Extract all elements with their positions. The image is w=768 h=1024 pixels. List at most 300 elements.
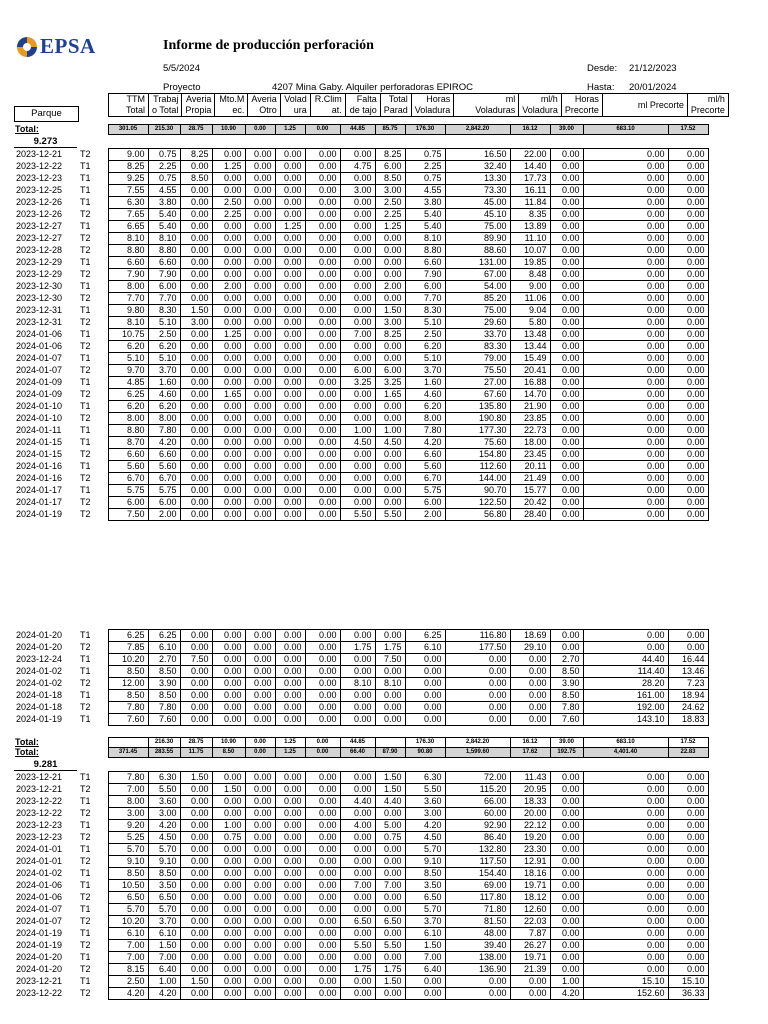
row-value: 0.00 [305, 964, 340, 976]
row-value: 0.00 [583, 964, 668, 976]
row-value: 152.60 [583, 988, 668, 1000]
row-value: 3.00 [180, 317, 212, 329]
row-value: 0.00 [245, 868, 275, 880]
column-header-cell [280, 94, 310, 117]
row-value: 136.90 [445, 964, 510, 976]
row-value: 0.00 [583, 820, 668, 832]
total-cell: 215.30 [148, 125, 180, 135]
row-value: 0.00 [375, 666, 405, 678]
row-value: 0.00 [550, 281, 583, 293]
total-cell: 44.85 [340, 125, 375, 135]
row-value: 9.00 [108, 149, 148, 161]
row-value: 5.50 [340, 509, 375, 521]
row-value: 0.00 [583, 233, 668, 245]
row-value: 0.00 [245, 940, 275, 952]
row-value: 8.50 [180, 173, 212, 185]
total-cell: 301.05 [108, 125, 148, 135]
row-value: 86.40 [445, 832, 510, 844]
row-value: 0.00 [550, 952, 583, 964]
row-value: 0.00 [550, 916, 583, 928]
row-value: 0.00 [668, 808, 708, 820]
row-shift: T1 [80, 353, 91, 363]
row-value: 0.00 [180, 161, 212, 173]
row-value: 20.95 [510, 784, 550, 796]
row-value: 0.00 [275, 880, 305, 892]
row-value: 0.00 [180, 868, 212, 880]
row-value: 6.00 [148, 497, 180, 509]
row-value: 0.00 [340, 461, 375, 473]
row-shift: T2 [80, 678, 91, 688]
row-value: 0.00 [668, 257, 708, 269]
row-value: 6.20 [148, 341, 180, 353]
row-value: 0.00 [245, 245, 275, 257]
row-value: 7.00 [340, 880, 375, 892]
row-value: 0.00 [550, 808, 583, 820]
row-value: 5.40 [405, 221, 445, 233]
row-value: 7.87 [510, 928, 550, 940]
row-value: 4.50 [375, 437, 405, 449]
row-value: 3.00 [405, 808, 445, 820]
total-cell: 0.00 [305, 738, 340, 748]
total-cell: 1.25 [275, 125, 305, 135]
row-value: 0.00 [305, 820, 340, 832]
row-value: 9.10 [108, 856, 148, 868]
logo-text: EPSA [40, 34, 96, 58]
table-row [14, 928, 708, 940]
row-value: 6.20 [405, 401, 445, 413]
row-date: 2024-01-06 [16, 892, 63, 902]
total-cell: 192.75 [550, 748, 583, 758]
row-value: 3.25 [375, 377, 405, 389]
row-value: 39.40 [445, 940, 510, 952]
row-value: 0.00 [583, 197, 668, 209]
row-value: 4.40 [375, 796, 405, 808]
row-value: 3.00 [148, 808, 180, 820]
row-value: 0.00 [212, 666, 245, 678]
total-spacer [76, 748, 108, 758]
row-value: 7.23 [668, 678, 708, 690]
row-value: 0.00 [212, 449, 245, 461]
row-value: 0.00 [212, 173, 245, 185]
row-value: 0.75 [405, 149, 445, 161]
row-value: 12.00 [108, 678, 148, 690]
row-shift: T1 [80, 666, 91, 676]
row-value: 0.00 [550, 161, 583, 173]
row-value: 5.75 [405, 485, 445, 497]
row-value: 0.00 [305, 233, 340, 245]
row-value: 0.00 [340, 209, 375, 221]
row-value: 117.80 [445, 892, 510, 904]
row-shift: T1 [80, 197, 91, 207]
row-value: 67.00 [445, 269, 510, 281]
row-value: 13.46 [668, 666, 708, 678]
row-value: 27.00 [445, 377, 510, 389]
column-header-cell [380, 94, 411, 117]
row-value: 0.00 [550, 149, 583, 161]
row-value: 0.00 [245, 690, 275, 702]
row-value: 0.00 [405, 976, 445, 988]
row-value: 0.00 [340, 149, 375, 161]
row-value: 0.00 [375, 904, 405, 916]
row-date: 2024-01-07 [16, 904, 63, 914]
row-value: 0.00 [275, 796, 305, 808]
row-value: 0.00 [550, 245, 583, 257]
total-cell: 2,842.20 [445, 125, 510, 135]
row-date: 2023-12-27 [16, 221, 63, 231]
row-value: 0.00 [550, 377, 583, 389]
row-value: 0.00 [305, 509, 340, 521]
row-value: 8.00 [405, 413, 445, 425]
row-shift: T2 [80, 449, 91, 459]
row-value: 0.00 [305, 784, 340, 796]
row-value: 0.00 [583, 257, 668, 269]
row-value: 8.10 [405, 233, 445, 245]
row-value: 0.00 [180, 233, 212, 245]
row-value: 8.10 [375, 678, 405, 690]
row-value: 0.00 [583, 940, 668, 952]
row-value: 0.00 [275, 964, 305, 976]
row-value: 0.00 [180, 449, 212, 461]
row-value: 10.20 [108, 654, 148, 666]
row-value: 1.00 [550, 976, 583, 988]
row-value: 6.10 [148, 928, 180, 940]
row-value: 1.50 [148, 940, 180, 952]
row-value: 0.00 [180, 365, 212, 377]
row-value: 19.20 [510, 832, 550, 844]
row-value: 0.00 [212, 425, 245, 437]
row-value: 22.00 [510, 149, 550, 161]
row-value: 6.30 [405, 772, 445, 784]
row-value: 0.00 [245, 666, 275, 678]
row-value: 0.00 [510, 666, 550, 678]
row-value: 0.00 [305, 904, 340, 916]
column-header-cell [345, 94, 380, 117]
table-row [14, 413, 708, 425]
row-value: 0.00 [245, 389, 275, 401]
row-value: 0.00 [305, 245, 340, 257]
row-value: 8.50 [405, 868, 445, 880]
row-value: 9.10 [148, 856, 180, 868]
row-value: 0.00 [245, 269, 275, 281]
table-row [14, 473, 708, 485]
row-value: 0.00 [340, 317, 375, 329]
row-value: 0.00 [305, 173, 340, 185]
table-row [14, 820, 708, 832]
row-value: 6.50 [340, 916, 375, 928]
row-value: 0.00 [583, 209, 668, 221]
row-value: 7.90 [108, 269, 148, 281]
row-value: 0.00 [305, 209, 340, 221]
row-date: 2023-12-23 [16, 173, 63, 183]
row-value: 177.50 [445, 642, 510, 654]
row-value: 8.50 [148, 690, 180, 702]
row-value: 1.00 [212, 820, 245, 832]
row-value: 7.70 [108, 293, 148, 305]
row-value: 0.00 [340, 497, 375, 509]
row-value: 0.00 [212, 317, 245, 329]
row-value: 1.75 [375, 642, 405, 654]
table-row [14, 642, 708, 654]
row-value: 2.50 [375, 197, 405, 209]
row-value: 6.10 [148, 642, 180, 654]
row-value: 7.80 [108, 772, 148, 784]
row-value: 6.60 [108, 257, 148, 269]
row-value: 0.00 [212, 485, 245, 497]
row-value: 0.00 [550, 329, 583, 341]
row-value: 0.00 [305, 630, 340, 642]
row-value: 0.00 [275, 305, 305, 317]
row-shift: T1 [80, 437, 91, 447]
row-value: 0.00 [180, 473, 212, 485]
row-value: 6.00 [405, 281, 445, 293]
row-value: 0.00 [550, 389, 583, 401]
row-value: 5.60 [405, 461, 445, 473]
row-value: 4.75 [340, 161, 375, 173]
row-value: 69.00 [445, 880, 510, 892]
table-row [14, 233, 708, 245]
row-value: 5.70 [148, 844, 180, 856]
table-row [14, 293, 708, 305]
row-shift: T1 [80, 928, 91, 938]
row-value: 0.00 [375, 233, 405, 245]
row-value: 0.00 [305, 976, 340, 988]
row-shift: T1 [80, 868, 91, 878]
row-shift: T1 [80, 772, 91, 782]
row-value: 0.00 [212, 305, 245, 317]
row-value: 0.00 [668, 880, 708, 892]
row-date: 2024-01-07 [16, 365, 63, 375]
row-value: 0.00 [375, 461, 405, 473]
row-value: 3.00 [340, 185, 375, 197]
row-value: 0.00 [275, 449, 305, 461]
row-value: 2.25 [148, 161, 180, 173]
row-value: 0.00 [305, 401, 340, 413]
row-value: 0.00 [305, 654, 340, 666]
row-value: 15.49 [510, 353, 550, 365]
row-date: 2024-01-09 [16, 377, 63, 387]
row-value: 6.20 [148, 401, 180, 413]
row-value: 6.20 [405, 341, 445, 353]
row-value: 9.20 [108, 820, 148, 832]
row-value: 19.71 [510, 952, 550, 964]
column-header-line: Trabaj [153, 94, 179, 104]
row-value: 132.80 [445, 844, 510, 856]
row-value: 0.00 [245, 449, 275, 461]
row-value: 0.00 [550, 832, 583, 844]
row-value: 0.00 [405, 988, 445, 1000]
total-cell: 176.30 [405, 738, 445, 748]
row-value: 0.00 [340, 976, 375, 988]
row-value: 0.00 [245, 796, 275, 808]
table-row [14, 461, 708, 473]
row-value: 0.00 [275, 269, 305, 281]
row-value: 7.85 [108, 642, 148, 654]
row-value: 0.00 [212, 269, 245, 281]
row-value: 1.50 [212, 784, 245, 796]
row-value: 0.00 [275, 233, 305, 245]
row-value: 4.20 [405, 437, 445, 449]
row-value: 22.03 [510, 916, 550, 928]
column-header-line: Total [125, 105, 145, 115]
row-value: 0.00 [583, 161, 668, 173]
group-label-9273: 9.273 [14, 136, 77, 148]
row-value: 0.00 [583, 269, 668, 281]
row-value: 0.00 [212, 988, 245, 1000]
row-value: 8.00 [148, 413, 180, 425]
row-value: 0.00 [375, 988, 405, 1000]
row-value: 116.80 [445, 630, 510, 642]
row-value: 0.00 [212, 690, 245, 702]
row-value: 0.00 [245, 437, 275, 449]
row-value: 0.00 [550, 928, 583, 940]
row-value: 143.10 [583, 714, 668, 726]
row-value: 0.00 [212, 964, 245, 976]
row-value: 0.00 [180, 690, 212, 702]
row-value: 0.00 [668, 892, 708, 904]
row-value: 7.60 [108, 714, 148, 726]
column-header-cell [149, 94, 182, 117]
row-value: 48.00 [445, 928, 510, 940]
row-value: 0.00 [275, 844, 305, 856]
row-value: 0.00 [340, 173, 375, 185]
row-value: 0.00 [668, 353, 708, 365]
row-value: 0.00 [550, 221, 583, 233]
row-value: 0.00 [180, 329, 212, 341]
desde-value: 21/12/2023 [629, 63, 677, 74]
row-shift: T1 [80, 630, 91, 640]
row-shift: T2 [80, 293, 91, 303]
row-value: 0.00 [375, 413, 405, 425]
row-value: 0.00 [668, 630, 708, 642]
row-date: 2024-01-15 [16, 437, 63, 447]
total-cell [108, 738, 148, 748]
row-value: 0.00 [212, 714, 245, 726]
total-cell: 0.00 [245, 748, 275, 758]
row-value: 0.00 [668, 317, 708, 329]
row-value: 0.00 [305, 988, 340, 1000]
row-value: 0.00 [212, 293, 245, 305]
row-value: 4.20 [108, 988, 148, 1000]
total-cell: 0.00 [245, 125, 275, 135]
row-value: 0.00 [340, 784, 375, 796]
row-value: 2.25 [212, 209, 245, 221]
row-value: 0.00 [375, 868, 405, 880]
row-value: 2.00 [148, 509, 180, 521]
row-value: 0.00 [245, 856, 275, 868]
row-shift: T2 [80, 808, 91, 818]
row-shift: T2 [80, 209, 91, 219]
row-value: 0.00 [550, 497, 583, 509]
row-value: 5.10 [405, 317, 445, 329]
row-value: 0.00 [212, 401, 245, 413]
row-value: 6.40 [405, 964, 445, 976]
row-value: 0.00 [180, 425, 212, 437]
row-value: 5.40 [405, 209, 445, 221]
row-value: 1.50 [375, 772, 405, 784]
row-value: 0.00 [180, 856, 212, 868]
row-value: 45.10 [445, 209, 510, 221]
row-value: 0.00 [668, 904, 708, 916]
row-value: 0.00 [550, 485, 583, 497]
row-value: 0.00 [180, 413, 212, 425]
row-value: 0.00 [180, 642, 212, 654]
row-value: 6.50 [148, 892, 180, 904]
row-value: 0.00 [305, 413, 340, 425]
row-value: 1.50 [375, 305, 405, 317]
row-value: 5.25 [108, 832, 148, 844]
row-value: 0.00 [445, 702, 510, 714]
row-value: 0.00 [583, 389, 668, 401]
row-value: 0.00 [275, 173, 305, 185]
row-value: 8.25 [108, 161, 148, 173]
row-value: 0.00 [245, 425, 275, 437]
row-value: 75.00 [445, 305, 510, 317]
column-header-cell [248, 94, 280, 117]
row-value: 0.00 [180, 509, 212, 521]
row-value: 0.00 [212, 341, 245, 353]
row-value: 0.00 [180, 461, 212, 473]
row-value: 5.75 [148, 485, 180, 497]
row-value: 0.00 [245, 161, 275, 173]
row-value: 0.00 [340, 868, 375, 880]
row-value: 1.25 [212, 329, 245, 341]
row-value: 7.00 [108, 940, 148, 952]
row-value: 20.42 [510, 497, 550, 509]
row-date: 2023-12-22 [16, 808, 63, 818]
row-value: 0.00 [583, 880, 668, 892]
table-row [14, 702, 708, 714]
row-value: 0.00 [180, 702, 212, 714]
table-row [14, 329, 708, 341]
row-value: 115.20 [445, 784, 510, 796]
row-value: 0.00 [305, 880, 340, 892]
row-value: 1.75 [340, 642, 375, 654]
row-value: 0.00 [180, 485, 212, 497]
row-value: 7.60 [550, 714, 583, 726]
group-9273-cont-table [14, 629, 709, 726]
row-value: 0.00 [212, 413, 245, 425]
row-value: 0.00 [180, 293, 212, 305]
row-value: 0.00 [583, 341, 668, 353]
row-value: 7.00 [340, 329, 375, 341]
row-date: 2024-01-20 [16, 952, 63, 962]
row-value: 0.00 [245, 221, 275, 233]
row-value: 0.00 [405, 666, 445, 678]
row-value: 192.00 [583, 702, 668, 714]
row-value: 0.00 [180, 796, 212, 808]
row-value: 0.00 [180, 928, 212, 940]
row-value: 0.00 [550, 305, 583, 317]
row-value: 8.25 [180, 149, 212, 161]
row-value: 0.00 [212, 916, 245, 928]
row-value: 8.48 [510, 269, 550, 281]
row-value: 89.90 [445, 233, 510, 245]
row-value: 18.94 [668, 690, 708, 702]
row-value: 56.80 [445, 509, 510, 521]
row-value: 8.35 [510, 209, 550, 221]
row-value: 0.00 [583, 173, 668, 185]
row-value: 7.50 [108, 509, 148, 521]
row-value: 6.70 [405, 473, 445, 485]
row-date: 2023-12-31 [16, 305, 63, 315]
total-cell: 28.75 [180, 738, 212, 748]
total-label: Total: [15, 124, 39, 134]
row-shift: T1 [80, 844, 91, 854]
row-value: 0.00 [245, 329, 275, 341]
table-row [14, 868, 708, 880]
row-value: 0.00 [668, 868, 708, 880]
row-value: 0.00 [668, 389, 708, 401]
